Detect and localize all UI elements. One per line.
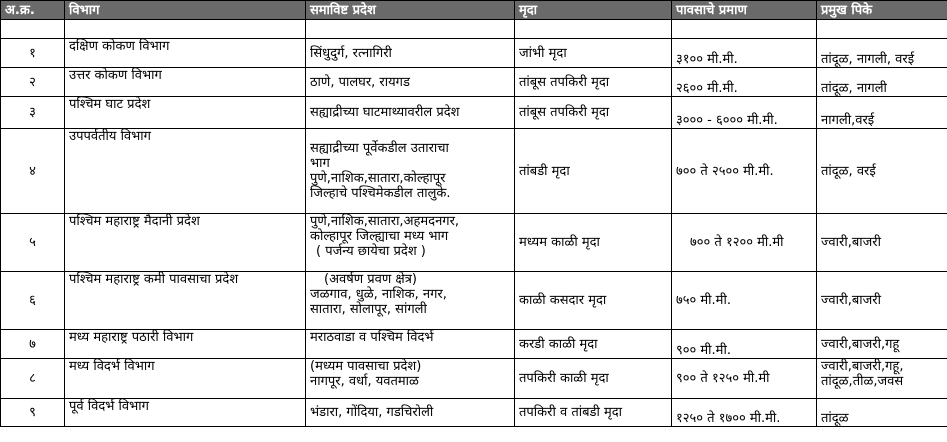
rain-cell: ३१०० मी.मी. <box>672 39 817 68</box>
crops-cell <box>817 272 947 330</box>
crops-line: नागली,वरई <box>821 113 875 128</box>
table-row <box>1 68 947 97</box>
crops-cell <box>817 97 947 129</box>
crops-line: तांदूळ <box>821 411 849 426</box>
division-cell: मध्य विदर्भ विभाग <box>65 359 306 399</box>
crops-line: ज्वारी,बाजरी,गहू <box>821 336 900 352</box>
region-line: जिल्हाचे पश्चिमेकडील तालुके. <box>310 186 451 201</box>
region-line: मराठवाडा व पश्चिम विदर्भ <box>310 330 434 345</box>
sr-cell: ७ <box>1 330 65 359</box>
region-line: ठाणे, पालघर, रायगड <box>310 74 410 90</box>
spacer-cell <box>672 20 817 39</box>
division-cell: उत्तर कोकण विभाग <box>65 68 306 97</box>
sr-cell: ८ <box>1 359 65 399</box>
region-cell <box>306 330 515 359</box>
header-division: विभाग <box>65 1 306 20</box>
sr-cell: ६ <box>1 272 65 330</box>
table-row <box>1 330 947 359</box>
crops-cell <box>817 68 947 97</box>
header-soil: मृदा <box>515 1 672 20</box>
crops-line: तांदूळ, नागली, वरई <box>821 52 915 67</box>
crops-cell <box>817 359 947 399</box>
crops-line: तांदूळ,तीळ,जवस <box>821 374 904 389</box>
rain-value: ७०० ते १२०० मी.मी <box>690 235 784 250</box>
sr-cell: ४ <box>1 129 65 214</box>
division-cell: पश्चिम घाट प्रदेश <box>65 97 306 129</box>
region-cell <box>306 39 515 68</box>
soil-cell: तांबूस तपकिरी मृदा <box>515 68 672 97</box>
rain-cell: ७०० ते २५०० मी.मी. <box>672 129 817 214</box>
region-line: सह्याद्रीच्या घाटमाथ्यावरील प्रदेश <box>310 105 460 120</box>
division-cell: पश्चिम महाराष्ट्र मैदानी प्रदेश <box>65 214 306 272</box>
sr-cell: १ <box>1 39 65 68</box>
region-line: पुणे,नाशिक,सातारा,कोल्हापूर <box>310 171 446 186</box>
table-row <box>1 399 947 427</box>
crops-cell <box>817 399 947 427</box>
rain-cell: ९०० मी.मी. <box>672 330 817 359</box>
table-row <box>1 359 947 399</box>
soil-cell: जांभी मृदा <box>515 39 672 68</box>
header-sr: अ.क्र. <box>1 1 65 20</box>
region-line: भंडारा, गोंदिया, गडचिरोली <box>310 405 434 420</box>
region-line: सिंधुदुर्ग, रत्नागिरी <box>310 45 392 61</box>
table-row <box>1 272 947 330</box>
table-row <box>1 214 947 272</box>
spacer-cell <box>65 20 306 39</box>
division-cell: उपपर्वतीय विभाग <box>65 129 306 214</box>
soil-cell: तांबूस तपकिरी मृदा <box>515 97 672 129</box>
region-line: नागपूर, वर्धा, यवतमाळ <box>310 374 419 389</box>
table-row <box>1 129 947 214</box>
crops-line: ज्वारी,बाजरी,गहू, <box>821 359 904 374</box>
rain-cell: २६०० मी.मी. <box>672 68 817 97</box>
division-cell: पूर्व विदर्भ विभाग <box>65 399 306 427</box>
sr-cell: २ <box>1 68 65 97</box>
region-line: जळगाव, धुळे, नाशिक, नगर, <box>310 287 447 302</box>
region-cell <box>306 272 515 330</box>
spacer-row <box>1 20 947 39</box>
region-line: ( पर्जन्य छायेचा प्रदेश ) <box>316 244 426 259</box>
region-line: (मध्यम पावसाचा प्रदेश) <box>310 359 422 374</box>
crops-cell <box>817 214 947 272</box>
table-row <box>1 97 947 129</box>
spacer-cell <box>515 20 672 39</box>
crops-cell <box>817 330 947 359</box>
soil-cell: मध्यम काळी मृदा <box>515 214 672 272</box>
region-cell <box>306 97 515 129</box>
crops-cell <box>817 129 947 214</box>
sr-cell: ९ <box>1 399 65 427</box>
crops-line: ज्वारी,बाजरी <box>821 235 881 250</box>
sr-cell: ५ <box>1 214 65 272</box>
crops-cell <box>817 39 947 68</box>
division-cell: दक्षिण कोकण विभाग <box>65 39 306 68</box>
region-line: सह्याद्रीच्या पूर्वेकडील उताराचा <box>310 141 449 156</box>
region-line: पुणे,नाशिक,सातारा,अहमदनगर, <box>310 214 460 229</box>
region-cell <box>306 68 515 97</box>
rain-cell: ७५० मी.मी. <box>672 272 817 330</box>
crops-line: तांदूळ, वरई <box>821 163 876 179</box>
spacer-cell <box>1 20 65 39</box>
soil-cell: तपकिरी काळी मृदा <box>515 359 672 399</box>
soil-cell: तपकिरी व तांबडी मृदा <box>515 399 672 427</box>
crops-line: तांदूळ, नागली <box>821 81 887 96</box>
header-crops: प्रमुख पिके <box>817 1 947 20</box>
rain-cell <box>672 214 817 272</box>
rain-cell: ३००० - ६००० मी.मी. <box>672 97 817 129</box>
region-line: कोल्हापूर जिल्ह्याचा मध्य भाग <box>310 229 449 244</box>
table-row <box>1 39 947 68</box>
rain-cell: ९०० ते १२५० मी.मी <box>672 359 817 399</box>
region-cell <box>306 214 515 272</box>
division-cell: पश्चिम महाराष्ट्र कमी पावसाचा प्रदेश <box>65 272 306 330</box>
region-line: (अवर्षण प्रवण क्षेत्र) <box>324 272 418 287</box>
division-cell: मध्य महाराष्ट्र पठारी विभाग <box>65 330 306 359</box>
region-cell <box>306 359 515 399</box>
header-row <box>1 1 947 20</box>
region-line: सातारा, सोलापूर, सांगली <box>310 302 427 317</box>
spacer-cell <box>817 20 947 39</box>
header-region: समाविष्ट प्रदेश <box>306 1 515 20</box>
spacer-cell <box>306 20 515 39</box>
soil-cell: करडी काळी मृदा <box>515 330 672 359</box>
soil-cell: काळी कसदार मृदा <box>515 272 672 330</box>
sr-cell: ३ <box>1 97 65 129</box>
header-rain: पावसाचे प्रमाण <box>672 1 817 20</box>
rain-cell: १२५० ते १७०० मी.मी. <box>672 399 817 427</box>
region-cell <box>306 399 515 427</box>
region-line: भाग <box>310 156 330 171</box>
soil-cell: तांबडी मृदा <box>515 129 672 214</box>
region-cell <box>306 129 515 214</box>
crops-line: ज्वारी,बाजरी <box>821 293 881 308</box>
